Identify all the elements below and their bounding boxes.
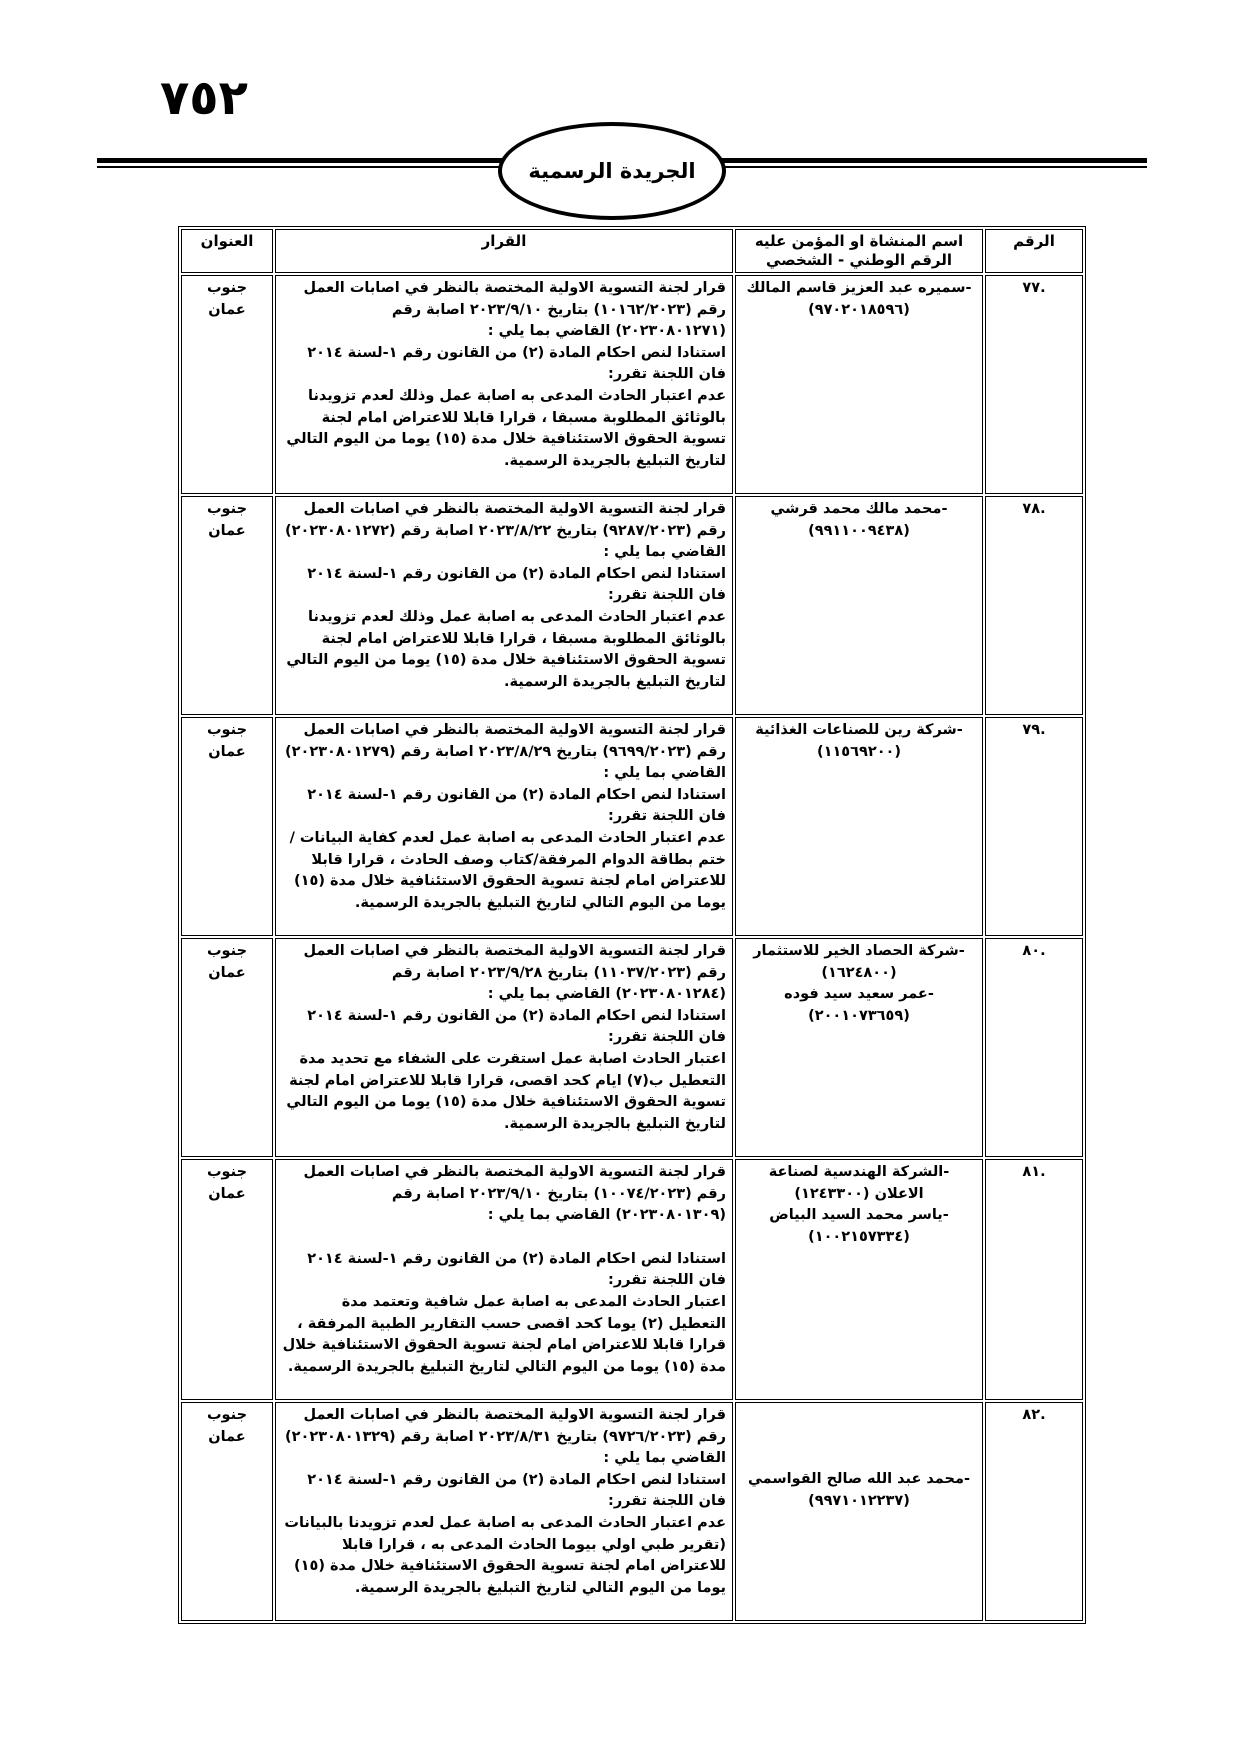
record-decision bbox=[275, 275, 733, 494]
record-decision bbox=[275, 496, 733, 715]
record-address: جنوب عمان bbox=[181, 938, 273, 1157]
record-address: جنوب عمان bbox=[181, 1159, 273, 1400]
record-name: -محمد مالك محمد قرشي bbox=[770, 501, 948, 517]
table-row bbox=[181, 1159, 1083, 1400]
record-name: -الشركة الهندسية لصناعة bbox=[768, 1164, 950, 1180]
record-id: (٩٩٧١٠١٢٢٣٧) bbox=[808, 1492, 910, 1509]
record-decision bbox=[275, 717, 733, 936]
record-address: جنوب عمان bbox=[181, 717, 273, 936]
record-address: جنوب عمان bbox=[181, 496, 273, 715]
record-id: (٢٠٠١٠٧٣٦٥٩) bbox=[808, 1007, 910, 1024]
record-name-block bbox=[742, 1469, 976, 1512]
record-name: -ياسر محمد السيد البياض bbox=[769, 1207, 949, 1224]
record-names bbox=[735, 1159, 983, 1400]
record-decision bbox=[275, 1159, 733, 1400]
column-header-address: العنوان bbox=[181, 229, 273, 273]
record-names bbox=[735, 938, 983, 1157]
record-name: -شركة الحصاد الخير للاستثمار bbox=[753, 943, 965, 959]
decision-body: استنادا لنص احكام المادة (٢) من القانون رقم ١-لسنة ٢٠١٤ فان اللجنة تقرر: عدم اعتبار الحادث المدعى به اصابة عمل لعدم كفاية البيانات /ختم بطاقة الدوام المرفقة/كتاب وصف الحادث ، قرارا قابلا للاعتراض امام لجنة تسوية الحقوق الاستئنافية خلال مدة (١٥) يوما من اليوم التالي لتاريخ التبليغ بالجريدة الرسمية. bbox=[289, 786, 726, 911]
record-id: (١٦٢٤٨٠٠) bbox=[821, 964, 897, 981]
record-number: .٨٢ bbox=[985, 1402, 1083, 1621]
record-id: (٩٩١١٠٠٩٤٣٨) bbox=[808, 522, 910, 539]
record-decision bbox=[275, 1402, 733, 1621]
decision-intro: قرار لجنة التسوية الاولية المختصة بالنظر في اصابات العمل رقم (١٠١٦٢/٢٠٢٣) بتاريخ ٢٠٢٣/٩/١٠ اصابة رقم (٢٠٢٣٠٨٠١٢٧١) القاضي بما يلي : bbox=[303, 280, 726, 340]
record-names bbox=[735, 717, 983, 936]
record-name: -محمد عبد الله صالح القواسمي bbox=[748, 1471, 970, 1487]
record-name: -شركة رين للصناعات الغذائية bbox=[755, 722, 963, 738]
decision-body: استنادا لنص احكام المادة (٢) من القانون رقم ١-لسنة ٢٠١٤ فان اللجنة تقرر: اعتبار الحادث اصابة عمل استقرت على الشفاء مع تحديد مدة التعطيل ب(٧) ايام كحد اقصى، قرارا قابلا للاعتراض امام لجنة تسوية الحقوق الاستئنافية خلال مدة (١٥) يوما من اليوم التالي لتاريخ التبليغ بالجريدة الرسمية. bbox=[286, 1007, 726, 1132]
decision-intro: قرار لجنة التسوية الاولية المختصة بالنظر في اصابات العمل رقم (٩٦٩٩/٢٠٢٣) بتاريخ ٢٠٢٣/٨/٢٩ اصابة رقم (٢٠٢٣٠٨٠١٢٧٩) القاضي بما يلي : bbox=[285, 722, 726, 782]
table-row bbox=[181, 717, 1083, 936]
record-names bbox=[735, 1402, 983, 1621]
record-number: .٧٧ bbox=[985, 275, 1083, 494]
decision-intro: قرار لجنة التسوية الاولية المختصة بالنظر في اصابات العمل رقم (٩٢٨٧/٢٠٢٣) بتاريخ ٢٠٢٣/٨/٢٢ اصابة رقم (٢٠٢٣٠٨٠١٢٧٢) القاضي بما يلي : bbox=[285, 501, 726, 561]
record-names bbox=[735, 275, 983, 494]
record-names bbox=[735, 496, 983, 715]
column-header-number: الرقم bbox=[985, 229, 1083, 273]
masthead-title: الجريدة الرسمية bbox=[498, 122, 726, 220]
table-header-row bbox=[181, 229, 1083, 273]
record-address: جنوب عمان bbox=[181, 1402, 273, 1621]
decision-body: استنادا لنص احكام المادة (٢) من القانون رقم ١-لسنة ٢٠١٤ فان اللجنة تقرر: عدم اعتبار الحادث المدعى به اصابة عمل وذلك لعدم تزويدنا بالوثائق المطلوبة مسبقا ، قرارا قابلا للاعتراض امام لجنة تسوية الحقوق الاستئنافية خلال مدة (١٥) يوما من اليوم التالي لتاريخ التبليغ بالجريدة الرسمية. bbox=[286, 565, 726, 690]
decision-intro: قرار لجنة التسوية الاولية المختصة بالنظر في اصابات العمل رقم (١١٠٣٧/٢٠٢٣) بتاريخ ٢٠٢٣/٩/٢٨ اصابة رقم (٢٠٢٣٠٨٠١٢٨٤) القاضي بما يلي : bbox=[303, 943, 726, 1003]
record-id: (٩٧٠٢٠١٨٥٩٦) bbox=[808, 301, 910, 318]
record-name: -عمر سعيد سيد فوده bbox=[784, 986, 934, 1003]
column-header-decision: القرار bbox=[275, 229, 733, 273]
record-number: .٧٩ bbox=[985, 717, 1083, 936]
decision-intro: قرار لجنة التسوية الاولية المختصة بالنظر في اصابات العمل رقم (١٠٠٧٤/٢٠٢٣) بتاريخ ٢٠٢٣/٩/١٠ اصابة رقم (٢٠٢٣٠٨٠١٣٠٩) القاضي بما يلي : bbox=[303, 1164, 726, 1224]
record-address: جنوب عمان bbox=[181, 275, 273, 494]
record-number: .٧٨ bbox=[985, 496, 1083, 715]
record-number: .٨١ bbox=[985, 1159, 1083, 1400]
table-row bbox=[181, 496, 1083, 715]
decision-intro: قرار لجنة التسوية الاولية المختصة بالنظر في اصابات العمل رقم (٩٧٢٦/٢٠٢٣) بتاريخ ٢٠٢٣/٨/٣١ اصابة رقم (٢٠٢٣٠٨٠١٣٢٩) القاضي بما يلي : bbox=[285, 1407, 726, 1467]
record-name: -سميره عبد العزيز قاسم المالك bbox=[746, 280, 972, 296]
decision-body: استنادا لنص احكام المادة (٢) من القانون رقم ١-لسنة ٢٠١٤ فان اللجنة تقرر: عدم اعتبار الحادث المدعى به اصابة عمل وذلك لعدم تزويدنا بالوثائق المطلوبة مسبقا ، قرارا قابلا للاعتراض امام لجنة تسوية الحقوق الاستئنافية خلال مدة (١٥) يوما من اليوم التالي لتاريخ التبليغ بالجريدة الرسمية. bbox=[286, 344, 726, 469]
table-row bbox=[181, 938, 1083, 1157]
record-id: (١١٥٦٩٢٠٠) bbox=[816, 743, 902, 760]
decision-body: استنادا لنص احكام المادة (٢) من القانون رقم ١-لسنة ٢٠١٤ فان اللجنة تقرر: اعتبار الحادث المدعى به اصابة عمل شافية وتعتمد مدة التعطيل (٢) يوما كحد اقصى حسب التقارير الطبية المرفقة ، قرارا قابلا للاعتراض امام لجنة تسوية الحقوق الاستئنافية خلال مدة (١٥) يوما من اليوم التالي لتاريخ التبليغ بالجريدة الرسمية. bbox=[282, 1250, 726, 1375]
record-id: الاعلان (١٢٤٣٣٠٠) bbox=[794, 1185, 924, 1202]
decisions-table bbox=[178, 226, 1086, 1624]
decision-body: استنادا لنص احكام المادة (٢) من القانون رقم ١-لسنة ٢٠١٤ فان اللجنة تقرر: عدم اعتبار الحادث المدعى به اصابة عمل لعدم تزويدنا بالبيانات (تقرير طبي اولي بيوما الحادث المدعى به ، قرارا قابلا للاعتراض امام لجنة تسوية الحقوق الاستئنافية خلال مدة (١٥) يوما من اليوم التالي لتاريخ التبليغ بالجريدة الرسمية. bbox=[284, 1471, 726, 1596]
record-number: .٨٠ bbox=[985, 938, 1083, 1157]
record-decision bbox=[275, 938, 733, 1157]
record-id: (١٠٠٢١٥٧٣٣٤) bbox=[808, 1228, 910, 1245]
page-number: ٧٥٢ bbox=[160, 70, 248, 126]
table-row bbox=[181, 275, 1083, 494]
column-header-name: اسم المنشاة او المؤمن عليه الرقم الوطني - الشخصي bbox=[735, 229, 983, 273]
table-row bbox=[181, 1402, 1083, 1621]
